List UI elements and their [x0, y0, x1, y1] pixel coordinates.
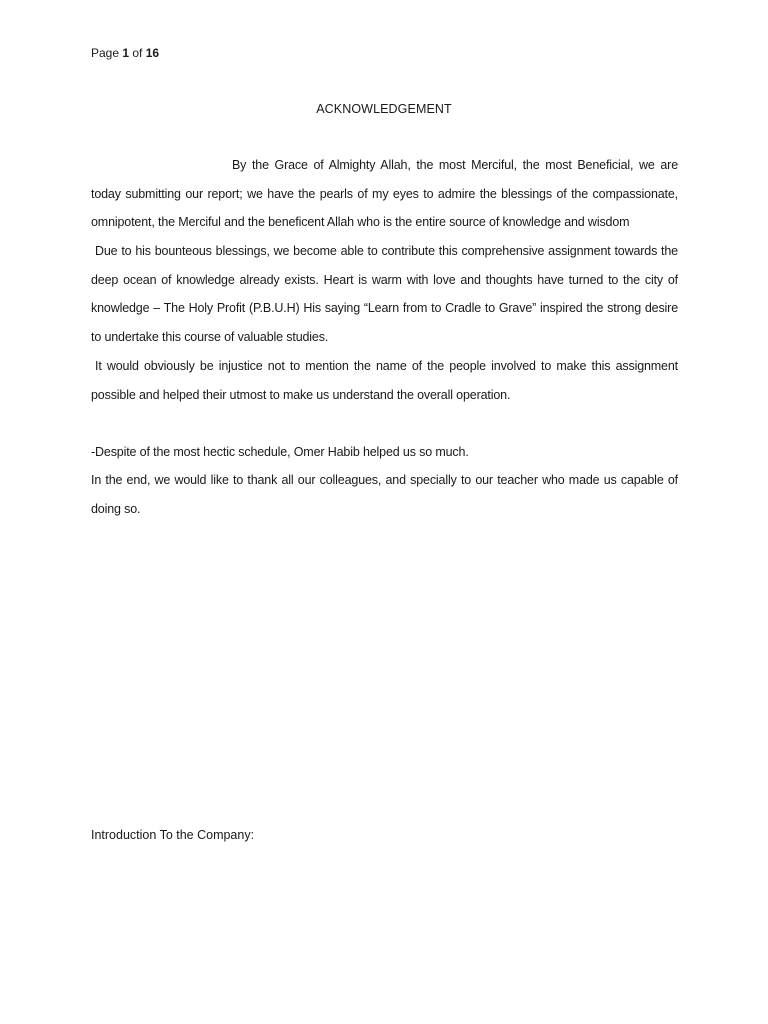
paragraph-text: -Despite of the most hectic schedule, Omer Habib helped us so much.: [91, 445, 469, 459]
page-number-current: 1: [122, 46, 130, 60]
page-number-header: [91, 46, 159, 60]
acknowledgement-paragraph-5: [91, 466, 678, 523]
acknowledgement-paragraph-1: [91, 151, 678, 237]
paragraph-text: It would obviously be injustice not to mention the name of the people involved to make this assignment possible and helped their utmost to make us understand the overall operation.: [91, 359, 678, 402]
paragraph-text: Due to his bounteous blessings, we become able to contribute this comprehensive assignment towards the deep ocean of knowledge already exists. Heart is warm with love and thoughts have turned to the city of knowledge – The Holy Profit (P.B.U.H) His saying “Learn from to Cradle to Grave” inspired the strong desire to undertake this course of valuable studies.: [91, 244, 678, 344]
paragraph-text: In the end, we would like to thank all our colleagues, and specially to our teacher who made us capable of doing so.: [91, 473, 678, 516]
page-number-total: 16: [145, 46, 160, 60]
section-heading-introduction: Introduction To the Company:: [91, 828, 255, 842]
acknowledgement-paragraph-4: [91, 438, 678, 467]
acknowledgement-paragraph-3: [91, 352, 678, 409]
page-number-prefix: Page: [91, 46, 123, 60]
page-number-of: of: [129, 46, 146, 60]
document-title: ACKNOWLEDGEMENT: [316, 102, 452, 116]
paragraph-text: By the Grace of Almighty Allah, the most Merciful, the most Beneficial, we are today submitting our report; we have the pearls of my eyes to admire the blessings of the compassionate, omnipotent, the Merciful and the beneficent Allah who is the entire source of knowledge and wisdom: [91, 158, 678, 230]
acknowledgement-paragraph-2: [91, 237, 678, 351]
